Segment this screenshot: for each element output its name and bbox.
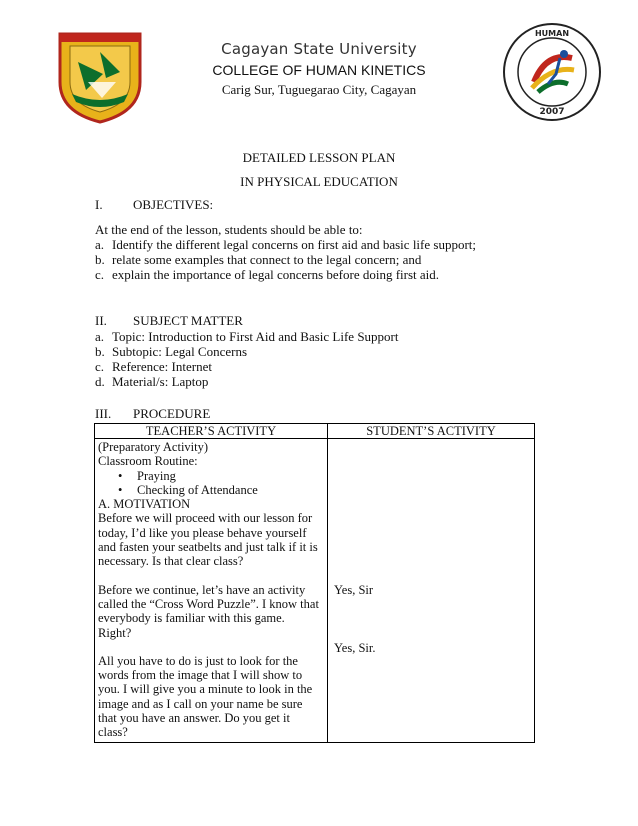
doc-title: DETAILED LESSON PLAN — [242, 150, 396, 165]
university-name: Cagayan State University — [221, 40, 417, 58]
teacher-activity-cell — [95, 439, 328, 743]
table-header-row — [95, 424, 535, 439]
classroom-routine: Classroom Routine: — [98, 454, 198, 469]
teacher-line: today, I’d like you please behave yourself — [98, 525, 307, 540]
bullet-item: • Checking of Attendance — [118, 482, 258, 497]
objectives-intro: At the end of the lesson, students should be able to: — [95, 222, 363, 237]
student-activity-cell — [328, 439, 535, 743]
teacher-column-header: TEACHER’S ACTIVITY — [95, 424, 328, 439]
svg-text:HUMAN: HUMAN — [534, 29, 570, 38]
student-response: Yes, Sir — [334, 583, 374, 597]
teacher-line: called the “Cross Word Puzzle”. I know that — [98, 596, 319, 611]
teacher-line: that you have an answer. Do you get it — [98, 711, 290, 726]
student-column-header: STUDENT’S ACTIVITY — [328, 424, 535, 439]
preparatory-activity: (Preparatory Activity) — [98, 440, 209, 454]
teacher-line: necessary. Is that clear class? — [98, 554, 244, 569]
doc-subtitle: IN PHYSICAL EDUCATION — [240, 174, 398, 189]
subject-item: d. Material/s: Laptop — [95, 374, 209, 389]
teacher-line: All you have to do is just to look for the — [98, 653, 298, 668]
procedure-heading: III. PROCEDURE — [95, 406, 211, 421]
objectives-heading: I. OBJECTIVES: — [95, 197, 214, 212]
college-name: COLLEGE OF HUMAN KINETICS — [212, 62, 426, 78]
teacher-line: you. I will give you a minute to look in the — [98, 682, 313, 697]
teacher-line: Right? — [98, 625, 132, 640]
table-row — [95, 439, 535, 743]
subject-item: b. Subtopic: Legal Concerns — [95, 344, 248, 359]
student-response: Yes, Sir. — [334, 641, 376, 655]
teacher-line: Before we continue, let’s have an activity — [98, 582, 306, 597]
objective-item: b. relate some examples that connect to the legal concern; and — [95, 252, 422, 267]
teacher-line: image and as I call on your name be sure — [98, 696, 303, 711]
procedure-table — [94, 423, 535, 743]
teacher-line: words from the image that I will show to — [98, 668, 303, 683]
teacher-line: Before we will proceed with our lesson for — [98, 511, 313, 526]
svg-text:2007: 2007 — [539, 107, 565, 117]
objective-item: a. Identify the different legal concerns on first aid and basic life support; — [95, 237, 476, 252]
subject-matter-heading: II. SUBJECT MATTER — [95, 313, 243, 328]
bullet-item: • Praying — [118, 468, 176, 483]
subject-item: a. Topic: Introduction to First Aid and Basic Life Support — [95, 329, 399, 344]
motivation-heading: A. MOTIVATION — [98, 497, 191, 512]
teacher-line: and fasten your seatbelts and just talk if it is — [98, 540, 318, 555]
college-address: Carig Sur, Tuguegarao City, Cagayan — [221, 82, 417, 97]
teacher-line: everybody is familiar with this game. — [98, 611, 285, 626]
objective-item: c. explain the importance of legal concerns before doing first aid. — [95, 267, 440, 282]
teacher-line: class? — [98, 725, 128, 740]
subject-item: c. Reference: Internet — [95, 359, 212, 374]
